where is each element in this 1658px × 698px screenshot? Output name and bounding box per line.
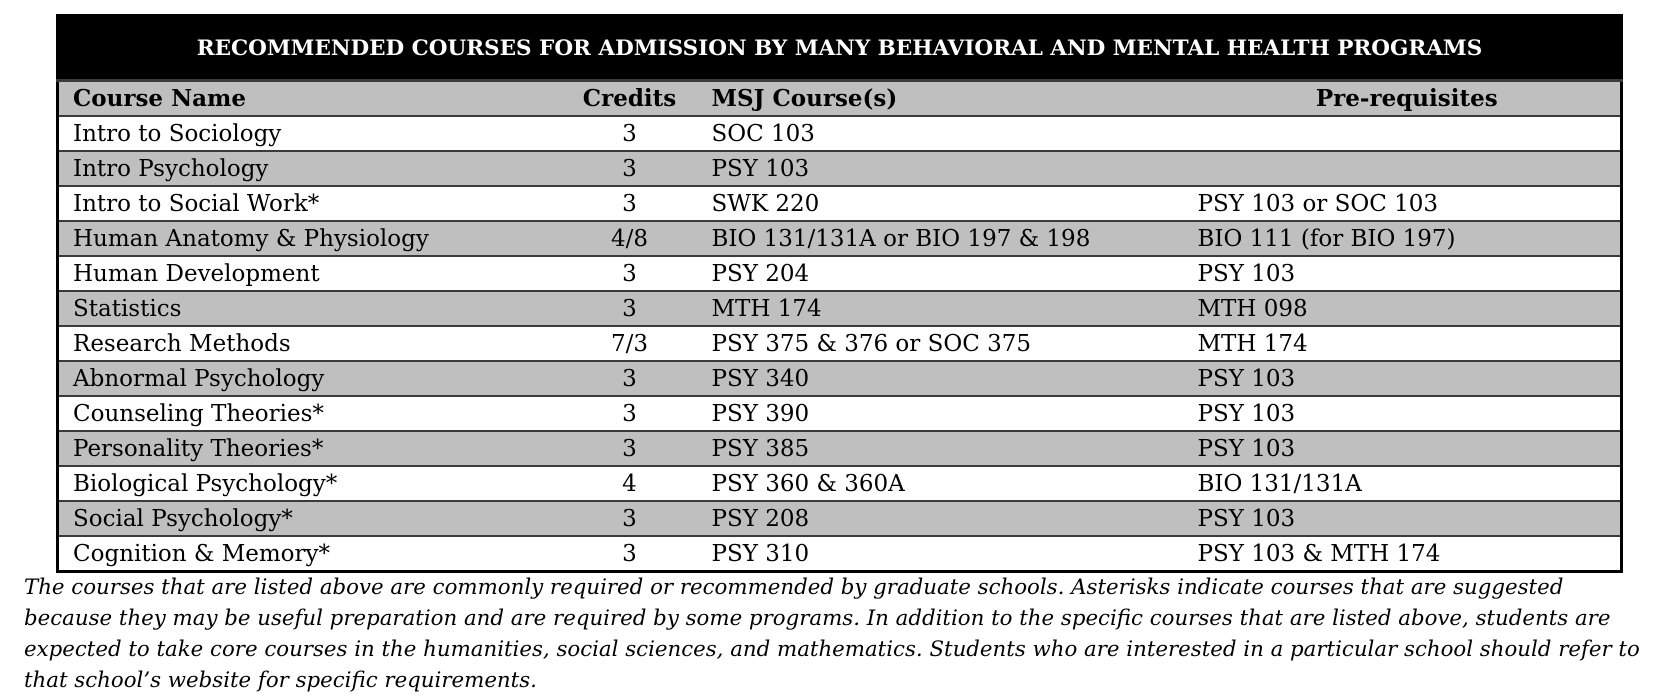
cell-msj-course: PSY 340 [694,361,1194,396]
table-row [58,116,1622,151]
table-row [58,326,1622,361]
table-row [58,151,1622,186]
cell-course-name: Intro to Social Work* [58,186,566,221]
table-row [58,186,1622,221]
cell-course-name: Intro to Sociology [58,116,566,151]
cell-credits: 3 [566,291,694,326]
table-row [58,221,1622,256]
cell-msj-course: PSY 208 [694,501,1194,536]
cell-msj-course: PSY 385 [694,431,1194,466]
table-row [58,466,1622,501]
cell-prerequisites: BIO 131/131A [1194,466,1622,501]
cell-msj-course: PSY 375 & 376 or SOC 375 [694,326,1194,361]
cell-prerequisites: MTH 174 [1194,326,1622,361]
cell-course-name: Social Psychology* [58,501,566,536]
cell-msj-course: SOC 103 [694,116,1194,151]
table-row [58,536,1622,572]
cell-course-name: Abnormal Psychology [58,361,566,396]
cell-prerequisites [1194,116,1622,151]
table-title-row [58,16,1622,81]
table-header-row [58,81,1622,117]
cell-msj-course: PSY 310 [694,536,1194,572]
cell-credits: 3 [566,396,694,431]
cell-credits: 4/8 [566,221,694,256]
cell-credits: 3 [566,116,694,151]
courses-table-container [56,14,1620,573]
recommended-courses-table [56,14,1623,573]
cell-credits: 3 [566,186,694,221]
table-row [58,361,1622,396]
cell-msj-course: MTH 174 [694,291,1194,326]
cell-course-name: Human Anatomy & Physiology [58,221,566,256]
cell-credits: 3 [566,361,694,396]
table-row [58,256,1622,291]
cell-course-name: Statistics [58,291,566,326]
cell-msj-course: PSY 103 [694,151,1194,186]
cell-course-name: Personality Theories* [58,431,566,466]
header-course-name: Course Name [58,81,566,117]
cell-msj-course: BIO 131/131A or BIO 197 & 198 [694,221,1194,256]
table-row [58,501,1622,536]
cell-prerequisites: PSY 103 [1194,361,1622,396]
cell-msj-course: PSY 360 & 360A [694,466,1194,501]
cell-credits: 7/3 [566,326,694,361]
header-prerequisites: Pre-requisites [1194,81,1622,117]
cell-course-name: Counseling Theories* [58,396,566,431]
cell-credits: 3 [566,536,694,572]
cell-msj-course: PSY 204 [694,256,1194,291]
cell-msj-course: PSY 390 [694,396,1194,431]
cell-course-name: Intro Psychology [58,151,566,186]
table-body [58,116,1622,572]
cell-prerequisites: PSY 103 & MTH 174 [1194,536,1622,572]
cell-prerequisites: MTH 098 [1194,291,1622,326]
cell-prerequisites: PSY 103 [1194,396,1622,431]
cell-course-name: Research Methods [58,326,566,361]
table-row [58,431,1622,466]
cell-prerequisites: PSY 103 [1194,256,1622,291]
table-row [58,396,1622,431]
cell-credits: 3 [566,151,694,186]
cell-credits: 3 [566,431,694,466]
cell-prerequisites [1194,151,1622,186]
cell-prerequisites: PSY 103 [1194,501,1622,536]
footnote: The courses that are listed above are commonly required or recommended by graduate schools. Asterisks indicate courses that are suggested because they may be useful preparation and are required by some programs. In addition to the specific courses that are listed above, students are expected to take core courses in the humanities, social sciences, and mathematics. Students who are interested in a particular school should refer to that school’s website for specific requirements. [24,575,1640,693]
cell-course-name: Human Development [58,256,566,291]
header-msj-courses: MSJ Course(s) [694,81,1194,117]
cell-course-name: Cognition & Memory* [58,536,566,572]
table-title: RECOMMENDED COURSES FOR ADMISSION BY MANY BEHAVIORAL AND MENTAL HEALTH PROGRAMS [58,16,1622,81]
table-row [58,291,1622,326]
cell-prerequisites: PSY 103 or SOC 103 [1194,186,1622,221]
header-credits: Credits [566,81,694,117]
cell-credits: 3 [566,501,694,536]
cell-prerequisites: BIO 111 (for BIO 197) [1194,221,1622,256]
cell-credits: 4 [566,466,694,501]
cell-msj-course: SWK 220 [694,186,1194,221]
cell-course-name: Biological Psychology* [58,466,566,501]
cell-credits: 3 [566,256,694,291]
cell-prerequisites: PSY 103 [1194,431,1622,466]
